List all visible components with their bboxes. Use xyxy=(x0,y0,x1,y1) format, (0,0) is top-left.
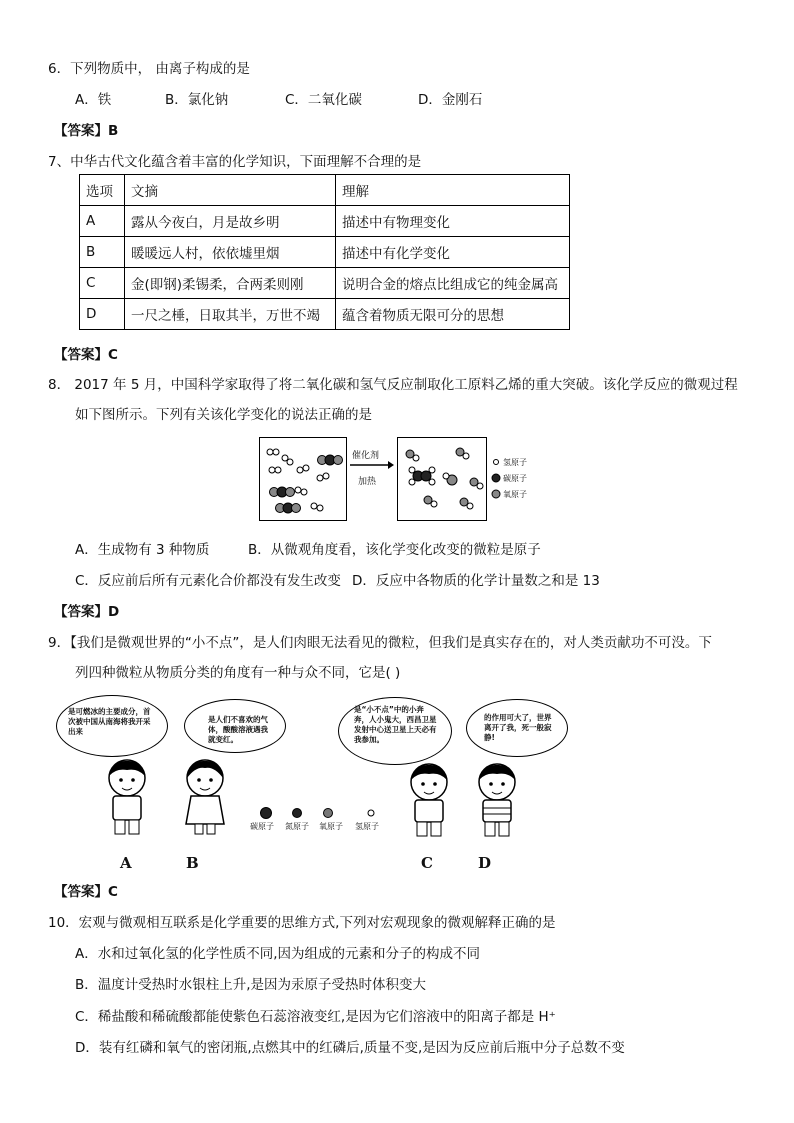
q10-option-b: B．温度计受热时水银柱上升,是因为汞原子受热时体积变大 xyxy=(75,977,427,993)
legend-carbon: 碳原子 xyxy=(503,474,527,483)
legend-hydrogen: 氢原子 xyxy=(503,458,527,467)
q7-stem: 7、中华古代文化蕴含着丰富的化学知识，下面理解不合理的是 xyxy=(48,154,422,170)
q7-answer: 【答案】C xyxy=(54,347,118,363)
atom-legend-carbon: 碳原子 xyxy=(250,822,274,831)
table-cell: 描述中有物理变化 xyxy=(336,206,570,237)
table-cell: 暖暖远人村，依依墟里烟 xyxy=(125,237,336,268)
q6-answer: 【答案】B xyxy=(54,123,119,139)
q10-option-d: D．装有红磷和氧气的密闭瓶,点燃其中的红磷后,质量不变,是因为反应前后瓶中分子总数不变 xyxy=(75,1040,625,1056)
table-cell: 蕴含着物质无限可分的思想 xyxy=(336,299,570,330)
bubble-d-text: 的作用可大了，世界离开了我，死一般寂静! xyxy=(484,713,552,742)
label-c: C xyxy=(421,854,433,872)
catalyst-label: 催化剂 xyxy=(352,451,380,461)
atom-legend-nitrogen: 氮原子 xyxy=(285,822,309,831)
product-molecules xyxy=(398,438,486,520)
girl-b-icon xyxy=(176,758,234,838)
q8-stem-line2: 如下图所示。下列有关该化学变化的说法正确的是 xyxy=(75,407,372,423)
q6-option-a: A．铁 xyxy=(75,92,112,108)
q8-option-a: A．生成物有 3 种物质 xyxy=(75,542,210,558)
q8-option-d: D．反应中各物质的化学计量数之和是 13 xyxy=(352,573,600,589)
table-header-row xyxy=(80,175,570,206)
table-cell: B xyxy=(80,237,125,268)
table-cell: D xyxy=(80,299,125,330)
table-cell: 露从今夜白，月是故乡明 xyxy=(125,206,336,237)
atom-legend-icons xyxy=(256,806,386,820)
q8-stem-line1: 8． 2017 年 5 月，中国科学家取得了将二氧化碳和氢气反应制取化工原料乙烯的重大突破。该化学反应的微观过程 xyxy=(48,377,738,393)
q8-option-b: B．从微观角度看，该化学变化改变的微粒是原子 xyxy=(248,542,541,558)
label-a: A xyxy=(120,854,132,872)
table-header: 选项 xyxy=(80,175,125,206)
reaction-arrow-icon xyxy=(348,461,394,469)
bubble-b-text: 是人们不喜欢的气体，酸酸溶液遇我就变红。 xyxy=(208,715,268,744)
legend-atoms xyxy=(490,456,502,502)
boy-c-icon xyxy=(400,762,458,838)
table-row xyxy=(80,299,570,330)
table-cell: 一尺之棰，日取其半，万世不竭 xyxy=(125,299,336,330)
q8-answer: 【答案】D xyxy=(54,604,120,620)
q9-stem-line1: 9．【我们是微观世界的“小不点”，是人们肉眼无法看见的微粒，但我们是真实存在的，对人类贡献功不可没。下 xyxy=(48,635,712,651)
table-cell: A xyxy=(80,206,125,237)
q6-option-d: D．金刚石 xyxy=(418,92,483,108)
boy-a-icon xyxy=(98,758,156,838)
table-cell: 说明合金的熔点比组成它的纯金属高 xyxy=(336,268,570,299)
legend-oxygen: 氧原子 xyxy=(503,490,527,499)
bubble-a-text: 是可燃冰的主要成分，首次被中国从南海将我开采出来 xyxy=(68,707,151,736)
q7-table xyxy=(79,174,570,330)
table-cell: C xyxy=(80,268,125,299)
q10-option-a: A．水和过氧化氢的化学性质不同,因为组成的元素和分子的构成不同 xyxy=(75,946,481,962)
table-cell: 金(即钢)柔锡柔，合两柔则刚 xyxy=(125,268,336,299)
heat-label: 加热 xyxy=(358,477,377,487)
table-header: 理解 xyxy=(336,175,570,206)
boy-d-icon xyxy=(468,762,526,838)
table-header: 文摘 xyxy=(125,175,336,206)
table-row xyxy=(80,206,570,237)
atom-legend-oxygen: 氧原子 xyxy=(319,822,343,831)
table-row xyxy=(80,268,570,299)
q8-option-c: C．反应前后所有元素化合价都没有发生改变 xyxy=(75,573,341,589)
atom-legend-hydrogen: 氢原子 xyxy=(355,822,379,831)
bubble-c-text: 是“小不点”中的小奔奔，人小鬼大，西昌卫星发射中心送卫星上天必有我参加。 xyxy=(354,705,437,744)
q10-option-c: C．稀盐酸和稀硫酸都能使紫色石蕊溶液变红,是因为它们溶液中的阳离子都是 H⁺ xyxy=(75,1009,556,1025)
q6-option-c: C．二氧化碳 xyxy=(285,92,362,108)
reactants-box xyxy=(259,437,347,521)
products-box xyxy=(397,437,487,521)
label-b: B xyxy=(186,854,199,872)
label-d: D xyxy=(478,854,492,872)
table-cell: 描述中有化学变化 xyxy=(336,237,570,268)
q6-stem: 6．下列物质中， 由离子构成的是 xyxy=(48,61,250,77)
q9-answer: 【答案】C xyxy=(54,884,118,900)
reactant-molecules xyxy=(260,438,346,520)
table-row xyxy=(80,237,570,268)
q10-stem: 10．宏观与微观相互联系是化学重要的思维方式,下列对宏观现象的微观解释正确的是 xyxy=(48,915,556,931)
q6-option-b: B．氯化钠 xyxy=(165,92,229,108)
q9-stem-line2: 列四种微粒从物质分类的角度有一种与众不同，它是( ) xyxy=(75,665,401,681)
